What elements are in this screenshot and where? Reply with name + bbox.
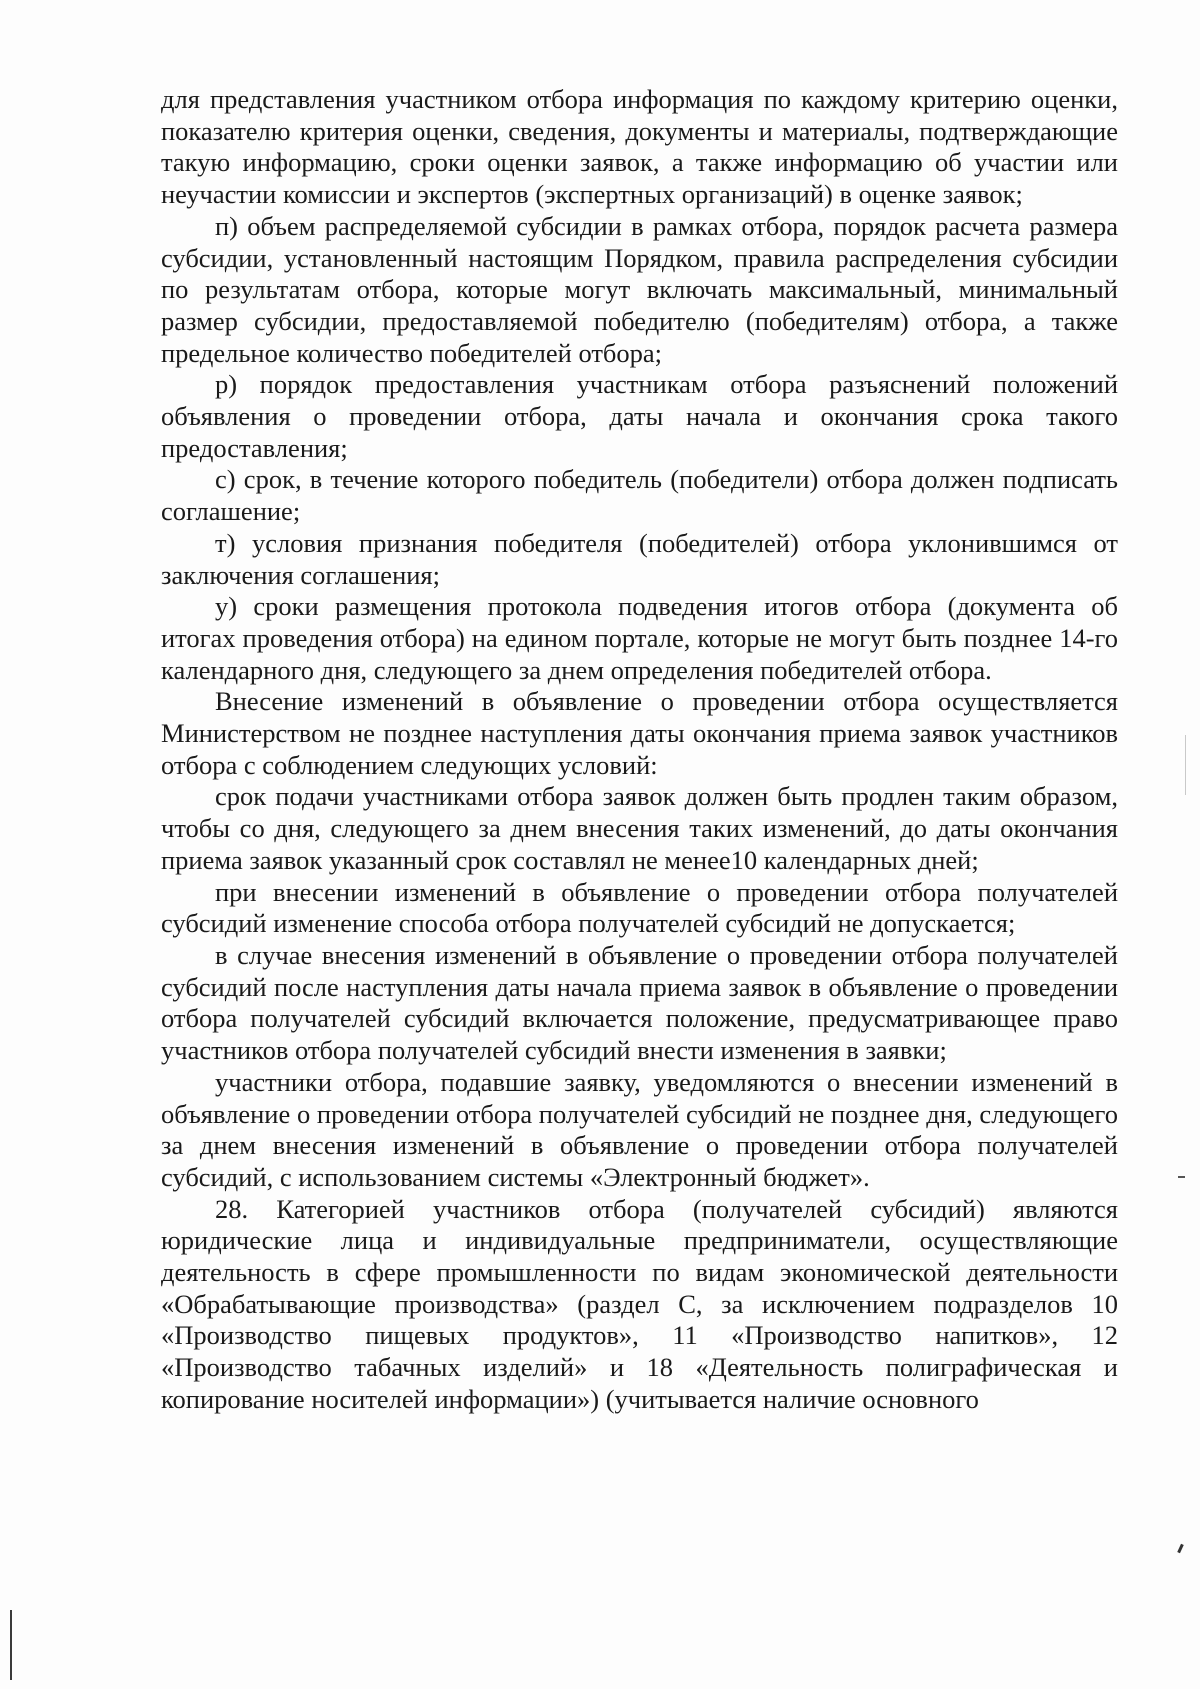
scan-speck (1177, 1544, 1184, 1553)
document-body (161, 84, 1118, 1416)
paragraph-deadline-extension: срок подачи участниками отбора заявок должен быть продлен таким образом, чтобы со дня, следующего за днем внесения таких изменений, до даты окончания приема заявок указанный срок составлял не менее10 календарных дней; (161, 781, 1118, 875)
paragraph-item-u: у) сроки размещения протокола подведения итогов отбора (документа об итогах проведения отбора) на едином портале, которые не могут быть позднее 14-го календарного дня, следующего за днем определения победителей отбора. (161, 591, 1118, 685)
paragraph-item-t: т) условия признания победителя (победителей) отбора уклонившимся от заключения соглашения; (161, 527, 1118, 590)
paragraph-after-start: в случае внесения изменений в объявление о проведении отбора получателей субсидий после наступления даты начала приема заявок в объявление о проведении отбора получателей субсидий включается положение, предусматривающее право участников отбора получателей субсидий внести изменения в заявки; (161, 939, 1118, 1066)
paragraph-amendments: Внесение изменений в объявление о проведении отбора осуществляется Министерством не позднее наступления даты окончания приема заявок участников отбора с соблюдением следующих условий: (161, 686, 1118, 780)
paragraph-notification: участники отбора, подавшие заявку, уведомляются о внесении изменений в объявление о проведении отбора получателей субсидий не позднее дня, следующего за днем внесения изменений в объявление о проведении отбора получателей субсидий, с использованием системы «Электронный бюджет». (161, 1066, 1118, 1192)
paragraph-item-r: р) порядок предоставления участникам отбора разъяснений положений объявления о проведении отбора, даты начала и окончания срока такого предоставления; (161, 369, 1118, 463)
paragraph-continuation: для представления участником отбора информация по каждому критерию оценки, показателю критерия оценки, сведения, документы и материалы, подтверждающие такую информацию, сроки оценки заявок, а также информацию об участии или неучастии комиссии и экспертов (экспертных организаций) в оценке заявок; (161, 84, 1118, 210)
paragraph-item-s: с) срок, в течение которого победитель (победители) отбора должен подписать соглашение; (161, 464, 1118, 527)
paragraph-item-p: п) объем распределяемой субсидии в рамках отбора, порядок расчета размера субсидии, установленный настоящим Порядком, правила распределения субсидии по результатам отбора, которые могут включать максимальный, минимальный размер субсидии, предоставляемой победителю (победителям) отбора, а также предельное количество победителей отбора; (161, 210, 1118, 368)
scan-speck (1178, 1176, 1185, 1178)
paragraph-method-change: при внесении изменений в объявление о проведении отбора получателей субсидий изменение способа отбора получателей субсидий не допускается; (161, 876, 1118, 939)
scan-speck (1185, 735, 1186, 795)
scan-edge-mark (10, 1610, 12, 1680)
paragraph-28-category: 28. Категорией участников отбора (получателей субсидий) являются юридические лица и индивидуальные предприниматели, осуществляющие деятельность в сфере промышленности по видам экономической деятельности «Обрабатывающие производства» (раздел С, за исключением подразделов 10 «Производство пищевых продуктов», 11 «Производство напитков», 12 «Производство табачных изделий» и 18 «Деятельность полиграфическая и копирование носителей информации») (учитывается наличие основного (161, 1193, 1118, 1414)
